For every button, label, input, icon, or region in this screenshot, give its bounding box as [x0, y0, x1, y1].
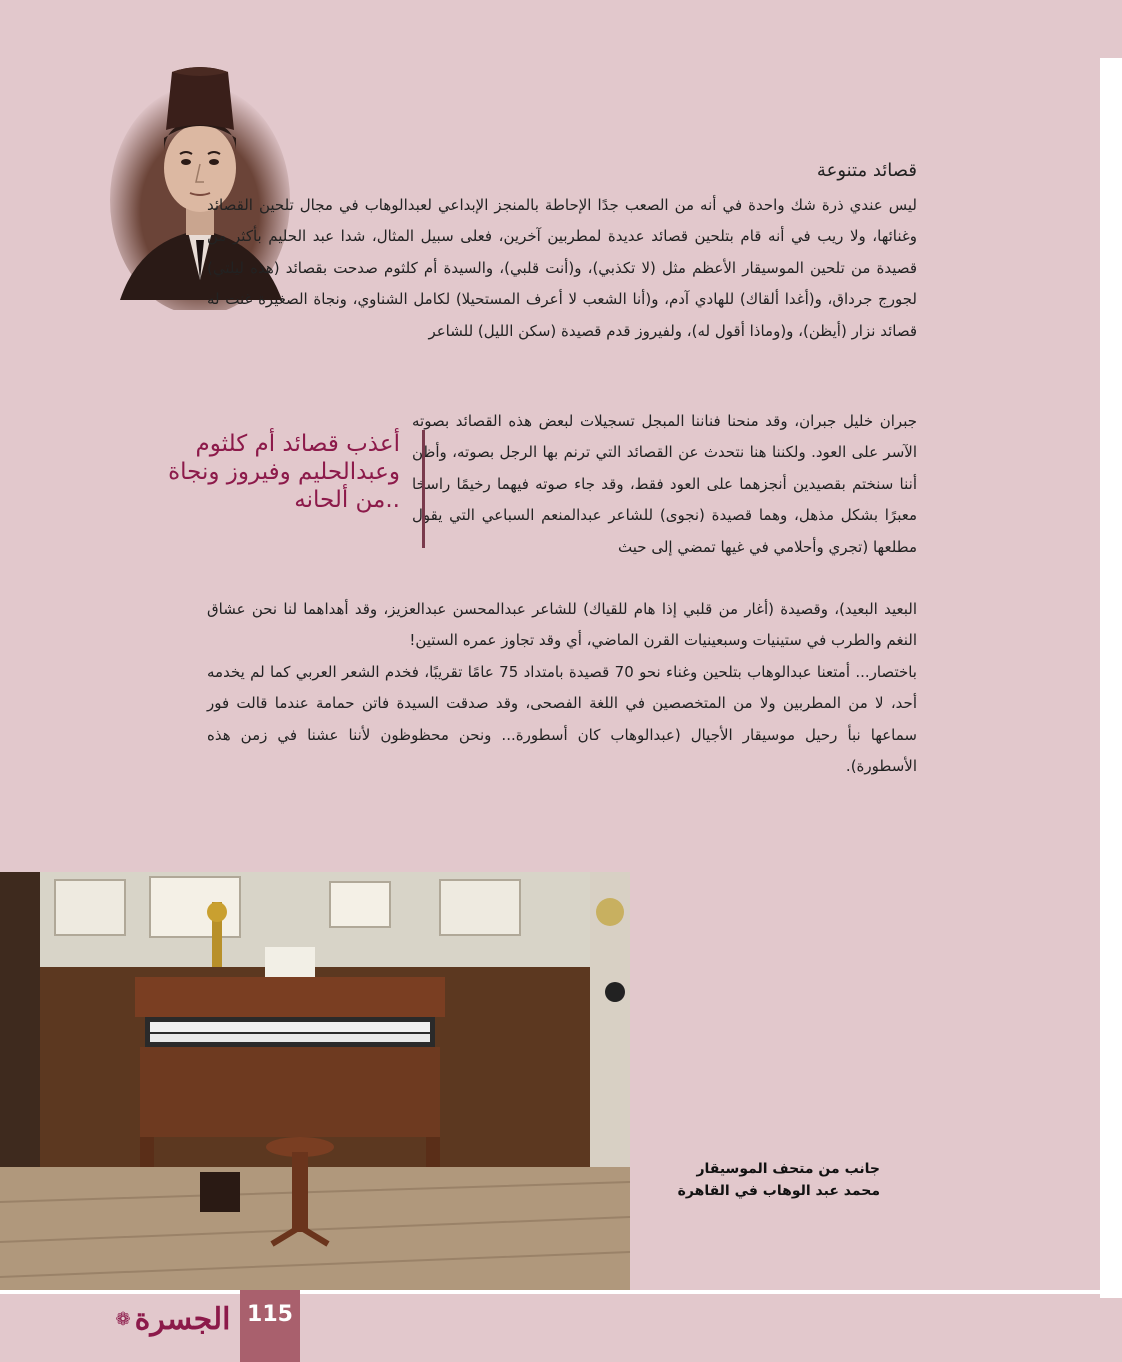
- right-margin-band: [1100, 58, 1122, 1298]
- section-heading: قصائد متنوعة: [816, 160, 917, 181]
- article-paragraph-top: [207, 190, 917, 347]
- article-paragraph-mid: [412, 406, 917, 563]
- magazine-name: الجسرة: [134, 1301, 231, 1337]
- photo-caption: [640, 1158, 880, 1202]
- paragraph-text: جبران خليل جبران، وقد منحنا فناننا المبجل تسجيلات لبعض هذه القصائد بصوته الآسر على العود. ولكننا هنا نتحدث عن القصائد التي ترنم بها الرجل بصوته، وأظن أننا سنختم بقصيدين أنجزهما على العود فقط، وقد جاء صوته فيهما رخيمًا راسخا معبرًا بشكل مذهل، وهما قصيدة (نجوى) للشاعر عبدالمنعم السباعي التي يقول مطلعها (تجري وأحلامي في غيها تمضي إلى حيث: [412, 412, 917, 556]
- pull-quote: [160, 430, 425, 548]
- article-paragraph-bottom: [207, 594, 917, 782]
- pull-quote-text: أعذب قصائد أم كلثوم وعبدالحليم وفيروز ونجاة ..من ألحانه: [168, 431, 400, 513]
- paragraph-text: ليس عندي ذرة شك واحدة في أنه من الصعب جدًا الإحاطة بالمنجز الإبداعي لعبدالوهاب في مجال تلحين القصائد وغنائها، ولا ريب في أنه قام بتلحين قصائد عديدة لمطربين آخرين، فعلى سبيل المثال، شدا عبد الحليم بأكثر من قصيدة من تلحين الموسيقار الأعظم مثل (لا تكذبي)، و(أنت قلبي)، والسيدة أم كلثوم صدحت بقصائد (هذه ليلتي) لجورج جرداق، و(أغدا ألقاك) للهادي آدم، و(أنا الشعب لا أعرف المستحيلا) لكامل الشناوي، ونجاة الصغيرة غنت له قصائد نزار (أيظن)، و(وماذا أقول له)، ولفيروز قدم قصيدة (سكن الليل) للشاعر: [207, 196, 917, 340]
- page-number: [240, 1290, 300, 1362]
- page-number-text: 115: [247, 1302, 293, 1327]
- museum-organ-photo: [0, 872, 630, 1290]
- caption-line: محمد عبد الوهاب في القاهرة: [677, 1183, 880, 1199]
- magazine-logo: [108, 1294, 238, 1344]
- flower-icon: ❁: [115, 1308, 131, 1330]
- paragraph-text: باختصار... أمتعنا عبدالوهاب بتلحين وغناء نحو 70 قصيدة بامتداد 75 عامًا تقريبًا، فخدم الشعر العربي كما لم يخدمه أحد، لا من المطربين ولا من المتخصصين في اللغة الفصحى، وقد صدقت السيدة فاتن حمامة عندما قالت فور سماعها نبأ رحيل موسيقار الأجيال (عبدالوهاب كان أسطورة... ونحن محظوظون لأننا عشنا في زمن هذه الأسطورة).: [207, 662, 917, 776]
- caption-line: جانب من متحف الموسيقار: [696, 1161, 880, 1177]
- paragraph-text: البعيد البعيد)، وقصيدة (أغار من قلبي إذا هام للقياك) للشاعر عبدالمحسن عبدالعزيز، وقد أهداهما لنا نحن عشاق النغم والطرب في ستينيات وسبعينيات القرن الماضي، أي وقد تجاوز عمره الستين!: [207, 600, 917, 650]
